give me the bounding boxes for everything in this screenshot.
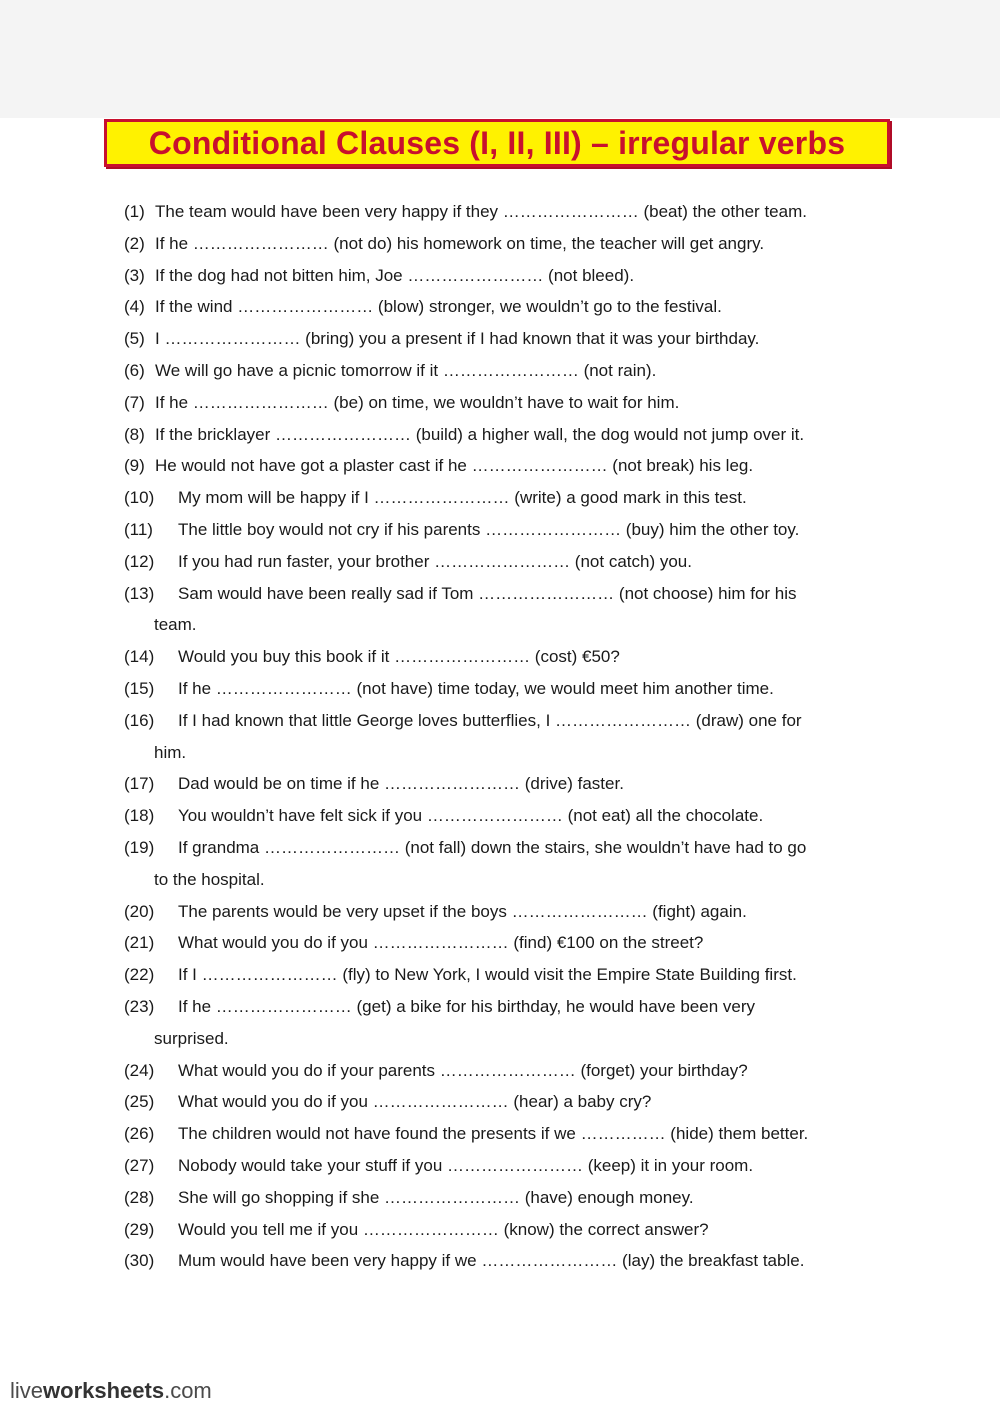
exercise-item [124, 705, 884, 737]
exercise-continuation: to the hospital. [154, 869, 265, 889]
exercise-sentence: If grandma …………………… (not fall) down the stairs, she wouldn’t have had to go [178, 837, 807, 857]
exercise-continuation: team. [154, 615, 197, 635]
exercise-number: (10) [124, 488, 155, 508]
exercise-sentence: The parents would be very upset if the boys …………………… (fight) again. [178, 901, 747, 921]
exercise-number: (3) [124, 265, 145, 285]
exercise-number: (27) [124, 1155, 155, 1175]
exercise-item [124, 1214, 884, 1246]
exercise-number: (9) [124, 456, 145, 476]
exercise-number: (11) [124, 519, 153, 539]
exercise-sentence: The team would have been very happy if they …………………… (beat) the other team. [155, 202, 807, 221]
exercise-number: (19) [124, 837, 155, 857]
exercise-sentence: What would you do if you …………………… (find) €100 on the street? [178, 933, 704, 953]
exercise-sentence: You wouldn’t have felt sick if you …………………… (not eat) all the chocolate. [178, 806, 764, 826]
exercise-item [124, 896, 884, 928]
exercise-sentence: If he …………………… (not have) time today, we would meet him another time. [178, 678, 774, 698]
brand-bold: worksheets [43, 1378, 165, 1403]
exercise-sentence: The little boy would not cry if his parents …………………… (buy) him the other toy. [178, 519, 800, 539]
exercise-number: (23) [124, 996, 155, 1016]
exercise-sentence: The children would not have found the presents if we …………… (hide) them better. [178, 1124, 809, 1144]
exercise-item [124, 927, 884, 959]
exercise-sentence: If the dog had not bitten him, Joe …………………… (not bleed). [155, 265, 635, 285]
exercise-sentence: I …………………… (bring) you a present if I had known that it was your birthday. [155, 329, 760, 349]
liveworksheets-logo[interactable] [10, 1378, 212, 1404]
exercise-number: (15) [124, 678, 155, 698]
exercise-number: (29) [124, 1219, 155, 1239]
exercise-sentence: We will go have a picnic tomorrow if it …………………… (not rain). [155, 360, 657, 380]
exercise-item [124, 196, 884, 228]
exercise-item [124, 1055, 884, 1087]
exercise-item [124, 1118, 884, 1150]
exercise-item [124, 1150, 884, 1182]
exercise-number: (13) [124, 583, 155, 603]
exercise-continuation: him. [154, 742, 187, 762]
exercise-number: (26) [124, 1124, 155, 1144]
exercise-item [124, 991, 884, 1023]
exercise-item [124, 419, 884, 451]
exercise-number: (5) [124, 329, 145, 349]
exercise-number: (20) [124, 901, 155, 921]
brand-prefix: live [10, 1378, 44, 1403]
exercise-item [124, 387, 884, 419]
exercise-item [124, 228, 884, 260]
exercise-item [124, 514, 884, 546]
exercise-item [124, 323, 884, 355]
exercise-item [124, 260, 884, 292]
exercise-number: (12) [124, 551, 155, 571]
exercise-sentence: If the bricklayer …………………… (build) a higher wall, the dog would not jump over it. [155, 424, 805, 444]
exercise-sentence: If I had known that little George loves butterflies, I …………………… (draw) one for [178, 710, 802, 730]
exercise-item [124, 800, 884, 832]
exercise-sentence: Would you tell me if you …………………… (know) the correct answer? [178, 1219, 709, 1239]
exercise-sentence: If he …………………… (get) a bike for his birthday, he would have been very [178, 996, 755, 1016]
exercise-continuation: surprised. [154, 1028, 229, 1048]
exercise-sentence: If the wind …………………… (blow) stronger, we wouldn’t go to the festival. [155, 297, 722, 317]
exercise-number: (30) [124, 1251, 155, 1271]
exercise-item [124, 546, 884, 578]
exercise-sentence: My mom will be happy if I …………………… (write) a good mark in this test. [178, 488, 747, 508]
exercise-item [124, 1245, 884, 1277]
exercise-sentence: If you had run faster, your brother …………………… (not catch) you. [178, 551, 692, 571]
exercise-list [124, 196, 884, 1277]
exercise-number: (18) [124, 806, 155, 826]
brand-suffix: .com [164, 1378, 212, 1403]
exercise-number: (14) [124, 647, 155, 667]
page-title: Conditional Clauses (I, II, III) – irregular verbs [148, 124, 846, 161]
title-banner [104, 119, 890, 167]
exercise-item [124, 355, 884, 387]
exercise-number: (28) [124, 1187, 155, 1207]
exercise-number: (24) [124, 1060, 155, 1080]
exercise-sentence: Sam would have been really sad if Tom …………………… (not choose) him for his [178, 583, 797, 603]
exercise-number: (25) [124, 1092, 155, 1112]
exercise-number: (22) [124, 965, 155, 985]
exercise-item [124, 641, 884, 673]
exercise-item [124, 959, 884, 991]
exercise-item [124, 291, 884, 323]
exercise-item [124, 1182, 884, 1214]
exercise-item [124, 450, 884, 482]
exercise-number: (17) [124, 774, 155, 794]
exercise-sentence: If he …………………… (be) on time, we wouldn’t have to wait for him. [155, 392, 680, 412]
page-header-band [0, 0, 1000, 118]
exercise-item [124, 673, 884, 705]
exercise-sentence: She will go shopping if she …………………… (have) enough money. [178, 1187, 694, 1207]
exercise-number: (8) [124, 424, 145, 444]
exercise-item [124, 482, 884, 514]
exercise-item [124, 832, 884, 864]
exercise-sentence: Dad would be on time if he …………………… (drive) faster. [178, 774, 624, 794]
exercise-number: (6) [124, 360, 145, 380]
exercise-number: (1) [124, 202, 145, 221]
exercise-number: (16) [124, 710, 155, 730]
exercise-sentence: Mum would have been very happy if we …………………… (lay) the breakfast table. [178, 1251, 805, 1271]
exercise-number: (7) [124, 392, 145, 412]
exercise-sentence: If I …………………… (fly) to New York, I would visit the Empire State Building first. [178, 965, 797, 985]
exercise-item [124, 578, 884, 610]
exercise-number: (4) [124, 297, 145, 317]
exercise-sentence: He would not have got a plaster cast if he …………………… (not break) his leg. [155, 456, 754, 476]
exercise-sentence: Nobody would take your stuff if you …………………… (keep) it in your room. [178, 1155, 754, 1175]
exercise-item [124, 1086, 884, 1118]
exercise-sentence: What would you do if your parents …………………… (forget) your birthday? [178, 1060, 748, 1080]
exercise-item [124, 768, 884, 800]
exercise-number: (21) [124, 933, 155, 953]
exercise-sentence: What would you do if you …………………… (hear) a baby cry? [178, 1092, 652, 1112]
exercise-sentence: If he …………………… (not do) his homework on time, the teacher will get angry. [155, 233, 765, 253]
exercise-number: (2) [124, 233, 145, 253]
exercise-sentence: Would you buy this book if it …………………… (cost) €50? [178, 647, 620, 667]
